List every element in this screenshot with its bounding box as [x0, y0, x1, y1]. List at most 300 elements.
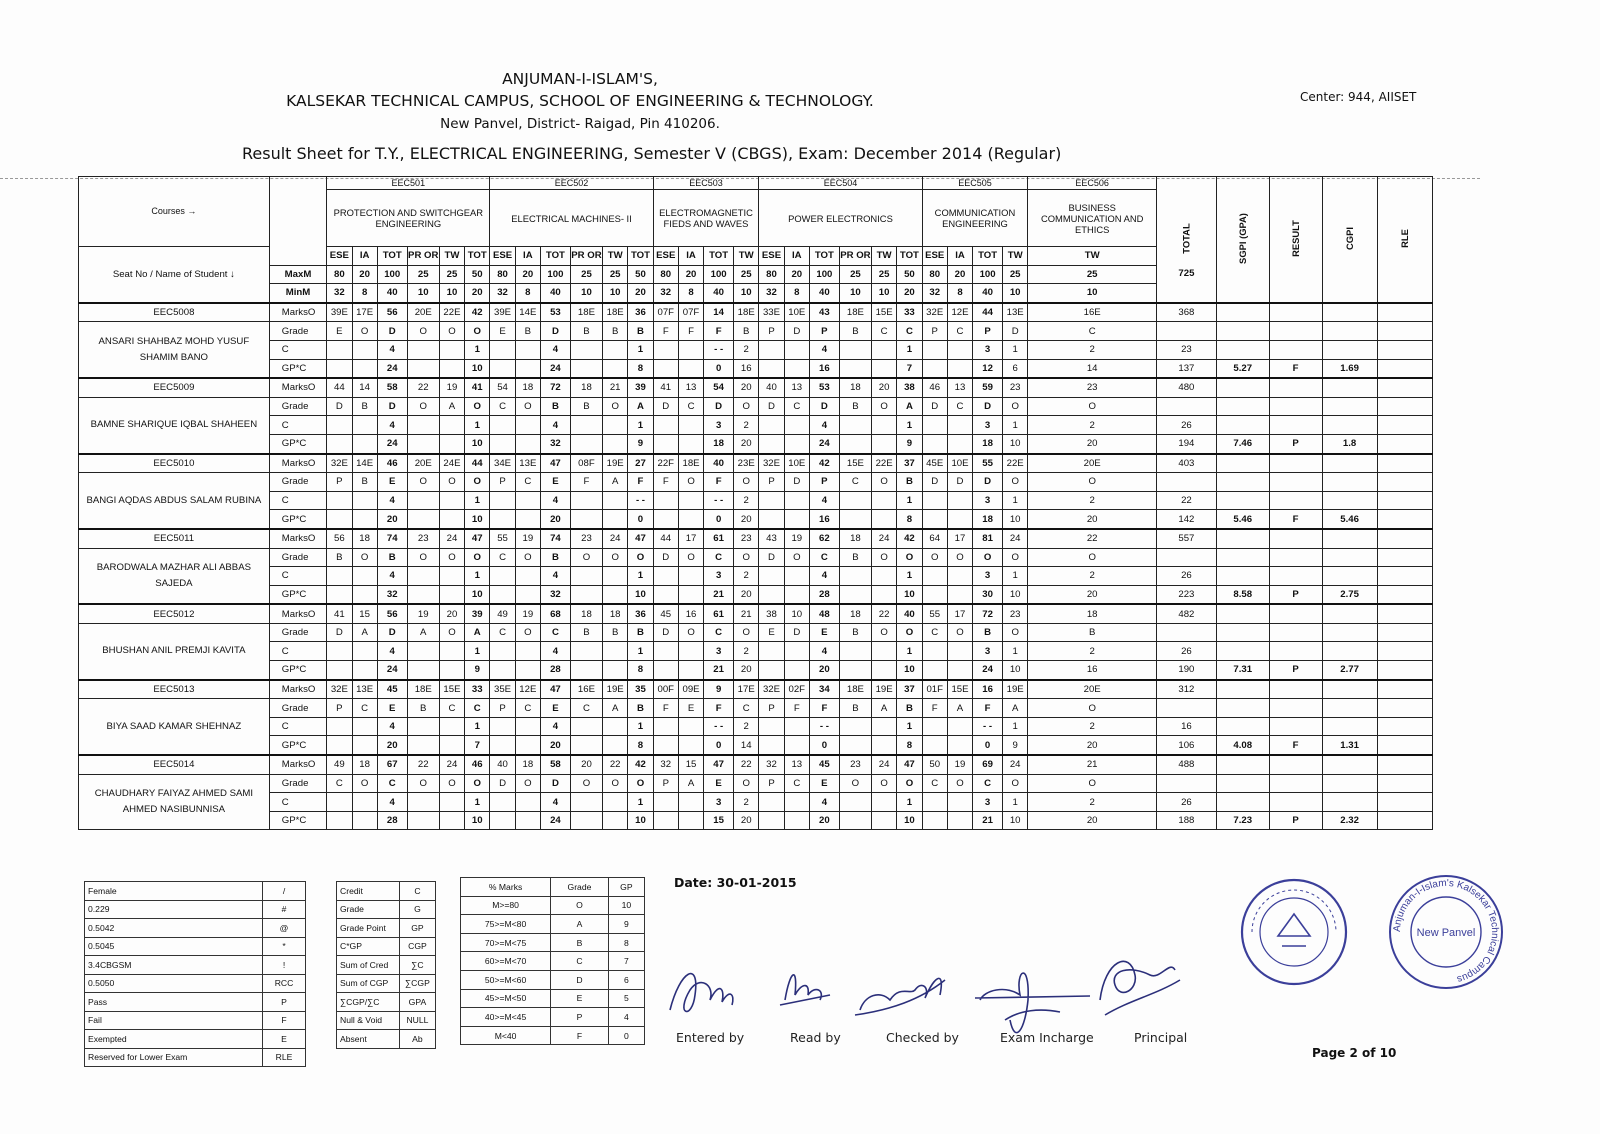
score-cell: 28 — [809, 585, 839, 604]
sgpi-cell — [1216, 623, 1269, 642]
score-cell: D — [653, 623, 678, 642]
score-cell — [678, 585, 703, 604]
score-cell: F — [704, 322, 734, 341]
legend-row — [85, 974, 306, 993]
maxm-cell: 25 — [871, 265, 896, 284]
rle-cell — [1377, 548, 1432, 567]
score-cell — [759, 811, 784, 830]
score-cell — [678, 434, 703, 453]
score-cell — [784, 793, 809, 812]
score-cell: D — [784, 322, 809, 341]
score-cell: B — [628, 322, 653, 341]
score-cell: 24 — [603, 529, 628, 548]
score-cell — [515, 736, 540, 755]
cgpi-cell: 2.75 — [1322, 585, 1377, 604]
score-cell — [947, 359, 972, 378]
score-cell: 54 — [490, 378, 515, 397]
grade-scale-cell: 9 — [608, 915, 644, 934]
score-cell: 15 — [352, 604, 377, 623]
student-row — [79, 416, 1433, 435]
score-cell: 8 — [628, 661, 653, 680]
score-cell — [439, 510, 464, 529]
row-label: C — [269, 491, 326, 510]
score-cell: C — [490, 548, 515, 567]
score-cell: 44 — [465, 454, 490, 473]
grade-scale-cell: C — [551, 952, 609, 971]
score-cell: A — [947, 699, 972, 718]
campus-address: New Panvel, District- Raigad, Pin 410206. — [440, 116, 720, 132]
score-cell: O — [465, 473, 490, 492]
legend-term: 0.5050 — [85, 974, 263, 993]
score-cell — [515, 793, 540, 812]
score-cell — [678, 717, 703, 736]
score-cell — [947, 585, 972, 604]
signature-checked-by: Checked by — [886, 1030, 959, 1045]
score-cell — [784, 491, 809, 510]
score-cell — [439, 811, 464, 830]
student-name: BHUSHAN ANIL PREMJI KAVITA — [79, 623, 270, 679]
minm-cell: 32 — [759, 284, 784, 303]
score-cell: 18 — [973, 510, 1003, 529]
course-code: EEC502 — [490, 177, 653, 190]
student-row — [79, 548, 1433, 567]
score-cell: C — [570, 699, 602, 718]
score-cell: D — [327, 397, 352, 416]
score-cell: O — [352, 774, 377, 793]
score-cell — [570, 736, 602, 755]
score-cell — [839, 642, 871, 661]
score-cell: 10 — [465, 359, 490, 378]
institution-name: ANJUMAN-I-ISLAM'S, — [502, 70, 658, 88]
score-cell — [407, 642, 439, 661]
score-cell: 45 — [377, 680, 407, 699]
score-cell: F — [704, 473, 734, 492]
score-cell — [947, 340, 972, 359]
seat-number: EEC5014 — [79, 755, 270, 774]
score-cell: 00F — [653, 680, 678, 699]
sgpi-cell — [1216, 397, 1269, 416]
score-cell: 21 — [704, 585, 734, 604]
score-cell — [871, 567, 896, 586]
score-cell — [352, 585, 377, 604]
score-cell: 3 — [973, 642, 1003, 661]
legend-term: Pass — [85, 993, 263, 1012]
legend-term: 0.5042 — [85, 919, 263, 938]
seat-number: EEC5011 — [79, 529, 270, 548]
course-code: EEC503 — [653, 177, 759, 190]
score-cell: - - — [973, 717, 1003, 736]
score-cell — [678, 567, 703, 586]
score-cell: B — [1028, 623, 1157, 642]
score-cell: 20 — [734, 510, 759, 529]
score-cell: F — [653, 322, 678, 341]
score-cell: O — [922, 548, 947, 567]
score-cell: C — [897, 322, 922, 341]
score-cell: 22E — [1003, 454, 1028, 473]
score-cell: 18 — [839, 529, 871, 548]
score-cell: E — [377, 473, 407, 492]
legend-row — [337, 974, 436, 993]
score-cell: C — [377, 774, 407, 793]
score-cell: O — [734, 548, 759, 567]
score-cell — [570, 642, 602, 661]
score-cell: 50 — [922, 755, 947, 774]
maxm-cell: 100 — [973, 265, 1003, 284]
student-row — [79, 604, 1433, 623]
score-cell — [352, 793, 377, 812]
score-cell — [922, 359, 947, 378]
score-cell — [922, 434, 947, 453]
sgpi-cell: 7.31 — [1216, 661, 1269, 680]
score-cell: 2 — [1028, 416, 1157, 435]
score-cell — [490, 491, 515, 510]
score-cell: B — [603, 623, 628, 642]
score-cell: 20 — [871, 378, 896, 397]
score-cell: 46 — [922, 378, 947, 397]
score-cell: 45 — [653, 604, 678, 623]
score-cell: 09E — [678, 680, 703, 699]
score-cell: O — [947, 774, 972, 793]
score-cell: 13E — [1003, 303, 1028, 322]
score-cell: B — [570, 322, 602, 341]
score-cell: 18 — [570, 378, 602, 397]
score-cell: 1 — [1003, 416, 1028, 435]
score-cell — [922, 811, 947, 830]
score-cell: 9 — [1003, 736, 1028, 755]
score-cell: 3 — [973, 340, 1003, 359]
score-cell: 47 — [704, 755, 734, 774]
score-cell — [570, 434, 602, 453]
score-cell: 10 — [628, 811, 653, 830]
minm-cell: 20 — [628, 284, 653, 303]
score-cell: O — [515, 397, 540, 416]
score-cell: 19E — [603, 680, 628, 699]
score-cell: 19 — [515, 529, 540, 548]
course-name: ELECTROMAGNETIC FIEDS AND WAVES — [653, 190, 759, 247]
legend-symbol: / — [263, 882, 306, 901]
score-cell: O — [1003, 397, 1028, 416]
total-cell — [1157, 397, 1217, 416]
score-cell: 17 — [678, 529, 703, 548]
score-cell: D — [377, 397, 407, 416]
score-cell — [515, 359, 540, 378]
total-cell: 557 — [1157, 529, 1217, 548]
score-cell — [407, 717, 439, 736]
score-cell: 2 — [1028, 717, 1157, 736]
score-cell — [678, 661, 703, 680]
score-cell: 24 — [809, 434, 839, 453]
score-cell — [603, 585, 628, 604]
score-cell: 9 — [628, 434, 653, 453]
row-label: GP*C — [269, 811, 326, 830]
score-cell: D — [784, 473, 809, 492]
score-cell: 19E — [1003, 680, 1028, 699]
score-cell: O — [871, 623, 896, 642]
score-cell — [327, 567, 352, 586]
column-header: TW — [603, 247, 628, 266]
score-cell — [407, 510, 439, 529]
legend-symbol: * — [263, 937, 306, 956]
college-stamp-text: New Panvel — [1416, 927, 1476, 939]
score-cell: B — [839, 623, 871, 642]
score-cell: 32 — [653, 755, 678, 774]
minm-cell: 8 — [678, 284, 703, 303]
score-cell: 15E — [839, 454, 871, 473]
score-cell: 15 — [704, 811, 734, 830]
cgpi-cell — [1322, 397, 1377, 416]
score-cell — [947, 717, 972, 736]
row-label: C — [269, 642, 326, 661]
score-cell: 15E — [947, 680, 972, 699]
score-cell: 18 — [839, 378, 871, 397]
score-cell: 2 — [1028, 340, 1157, 359]
score-cell: D — [922, 473, 947, 492]
seat-number: EEC5009 — [79, 378, 270, 397]
score-cell: O — [1028, 473, 1157, 492]
row-label: MarksO — [269, 454, 326, 473]
score-cell — [352, 717, 377, 736]
score-cell: 13 — [678, 378, 703, 397]
cgpi-cell — [1322, 623, 1377, 642]
row-label: GP*C — [269, 434, 326, 453]
total-cell: 223 — [1157, 585, 1217, 604]
score-cell — [947, 642, 972, 661]
score-cell: 16 — [809, 359, 839, 378]
score-cell: 74 — [377, 529, 407, 548]
seat-number: EEC5008 — [79, 303, 270, 322]
score-cell — [352, 567, 377, 586]
grade-scale-cell: 7 — [608, 952, 644, 971]
student-row — [79, 473, 1433, 492]
score-cell — [407, 434, 439, 453]
maxm-cell: 80 — [759, 265, 784, 284]
score-cell: 19 — [515, 604, 540, 623]
score-cell: 28 — [540, 661, 570, 680]
result-cell — [1269, 699, 1322, 718]
score-cell: F — [628, 473, 653, 492]
score-cell: A — [871, 699, 896, 718]
grade-scale-cell: O — [551, 896, 609, 915]
legend-row — [85, 956, 306, 975]
score-cell — [839, 661, 871, 680]
score-cell: 18E — [603, 303, 628, 322]
score-cell — [439, 340, 464, 359]
student-row — [79, 303, 1433, 322]
score-cell: 20 — [540, 736, 570, 755]
score-cell: P — [759, 322, 784, 341]
score-cell: 42 — [465, 303, 490, 322]
score-cell — [490, 567, 515, 586]
blank-cell — [269, 177, 326, 266]
score-cell: 39E — [327, 303, 352, 322]
legend-row — [337, 956, 436, 975]
score-cell: E — [704, 774, 734, 793]
score-cell: 10 — [465, 585, 490, 604]
maxm-cell: 80 — [327, 265, 352, 284]
score-cell: C — [540, 623, 570, 642]
score-cell — [678, 642, 703, 661]
score-cell: 16 — [678, 604, 703, 623]
score-cell: 10 — [1003, 434, 1028, 453]
score-cell: 1 — [628, 416, 653, 435]
score-cell: O — [628, 548, 653, 567]
score-cell: 46 — [465, 755, 490, 774]
score-cell: 1 — [897, 416, 922, 435]
row-label: MarksO — [269, 604, 326, 623]
score-cell: 8 — [897, 736, 922, 755]
score-cell: B — [570, 397, 602, 416]
score-cell: E — [490, 322, 515, 341]
score-cell: 10E — [947, 454, 972, 473]
score-cell: 37 — [897, 454, 922, 473]
score-cell: 14 — [1028, 359, 1157, 378]
row-label: Grade — [269, 322, 326, 341]
score-cell: 4 — [377, 642, 407, 661]
score-cell: 16 — [973, 680, 1003, 699]
legend-row — [85, 993, 306, 1012]
score-cell: P — [490, 473, 515, 492]
grade-scale-row — [461, 1008, 645, 1027]
column-header: TOT — [897, 247, 922, 266]
score-cell — [490, 434, 515, 453]
score-cell: 0 — [704, 736, 734, 755]
sgpi-cell — [1216, 548, 1269, 567]
grade-scale-cell: M>=80 — [461, 896, 551, 915]
score-cell — [653, 434, 678, 453]
score-cell: 10 — [1003, 661, 1028, 680]
score-cell — [947, 491, 972, 510]
score-cell: 24 — [973, 661, 1003, 680]
legend-symbol: RLE — [263, 1048, 306, 1067]
score-cell: C — [922, 774, 947, 793]
score-cell — [678, 491, 703, 510]
score-cell — [759, 340, 784, 359]
score-cell: 22F — [653, 454, 678, 473]
legend-term: Grade — [337, 900, 400, 919]
legend-row — [337, 1030, 436, 1049]
score-cell — [784, 510, 809, 529]
score-cell — [759, 359, 784, 378]
legend-row — [337, 1011, 436, 1030]
row-label: GP*C — [269, 359, 326, 378]
grade-scale-cell: 60>=M<70 — [461, 952, 551, 971]
score-cell: O — [439, 774, 464, 793]
sgpi-cell — [1216, 454, 1269, 473]
score-cell: 22 — [734, 755, 759, 774]
score-cell — [352, 510, 377, 529]
score-cell: 0 — [628, 510, 653, 529]
rle-cell — [1377, 434, 1432, 453]
score-cell: B — [897, 699, 922, 718]
cgpi-cell — [1322, 378, 1377, 397]
score-cell — [653, 510, 678, 529]
score-cell: 56 — [377, 303, 407, 322]
result-cell — [1269, 755, 1322, 774]
score-cell: O — [1003, 473, 1028, 492]
score-cell: P — [759, 473, 784, 492]
score-cell: 15E — [871, 303, 896, 322]
score-cell — [515, 340, 540, 359]
column-header: ESE — [922, 247, 947, 266]
score-cell: O — [871, 774, 896, 793]
score-cell: O — [628, 774, 653, 793]
score-cell: C — [465, 699, 490, 718]
score-cell: 40 — [704, 454, 734, 473]
score-cell: 23 — [407, 529, 439, 548]
grade-scale-cell: 70>=M<75 — [461, 933, 551, 952]
score-cell — [515, 717, 540, 736]
column-header: IA — [678, 247, 703, 266]
score-cell: 15 — [678, 755, 703, 774]
score-cell: O — [465, 322, 490, 341]
minm-cell: 40 — [809, 284, 839, 303]
score-cell: P — [759, 699, 784, 718]
score-cell — [327, 736, 352, 755]
score-cell: B — [839, 548, 871, 567]
score-cell — [784, 811, 809, 830]
row-label: C — [269, 340, 326, 359]
legend-symbol: E — [263, 1030, 306, 1049]
score-cell: 47 — [897, 755, 922, 774]
score-cell — [515, 491, 540, 510]
score-cell: C — [784, 774, 809, 793]
score-cell — [515, 661, 540, 680]
score-cell — [784, 717, 809, 736]
course-code: EEC504 — [759, 177, 922, 190]
minm-cell: 40 — [377, 284, 407, 303]
score-cell: 39E — [490, 303, 515, 322]
course-name: POWER ELECTRONICS — [759, 190, 922, 247]
score-cell: P — [490, 699, 515, 718]
score-cell: O — [439, 548, 464, 567]
score-cell: O — [871, 473, 896, 492]
score-cell: 59 — [973, 378, 1003, 397]
rle-cell — [1377, 585, 1432, 604]
score-cell: E — [678, 699, 703, 718]
score-cell: O — [352, 548, 377, 567]
column-header: TOT — [809, 247, 839, 266]
student-row — [79, 378, 1433, 397]
score-cell: O — [1003, 623, 1028, 642]
sgpi-cell — [1216, 340, 1269, 359]
legend-row — [337, 993, 436, 1012]
score-cell: 16 — [1028, 661, 1157, 680]
minm-cell: 8 — [784, 284, 809, 303]
score-cell: 27 — [628, 454, 653, 473]
sgpi-cell — [1216, 567, 1269, 586]
score-cell: 34E — [490, 454, 515, 473]
score-cell: 36 — [628, 303, 653, 322]
score-cell — [327, 416, 352, 435]
score-cell — [603, 510, 628, 529]
result-cell — [1269, 473, 1322, 492]
score-cell: 24 — [540, 811, 570, 830]
score-cell: 1 — [628, 717, 653, 736]
grade-scale-cell: 50>=M<60 — [461, 970, 551, 989]
score-cell: - - — [628, 491, 653, 510]
score-cell: B — [352, 397, 377, 416]
minm-cell: 20 — [465, 284, 490, 303]
grade-scale-cell: 4 — [608, 1008, 644, 1027]
result-cell: P — [1269, 811, 1322, 830]
score-cell: 34 — [809, 680, 839, 699]
total-cell: 106 — [1157, 736, 1217, 755]
row-label: Grade — [269, 397, 326, 416]
legend-term: 0.229 — [85, 900, 263, 919]
score-cell — [603, 416, 628, 435]
score-cell: D — [540, 322, 570, 341]
cgpi-cell — [1322, 303, 1377, 322]
